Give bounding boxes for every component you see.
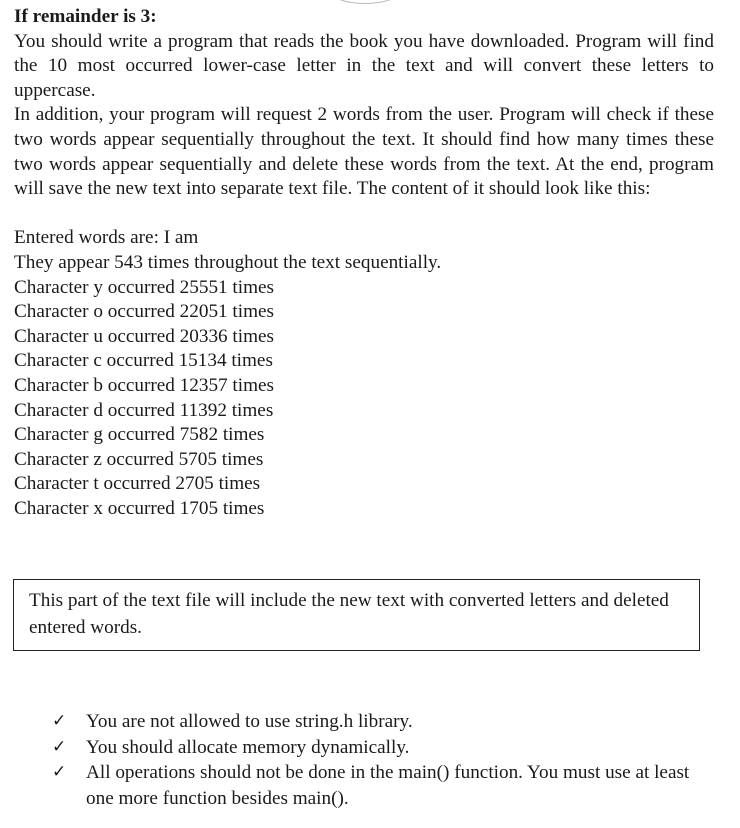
requirement-text: All operations should not be done in the main() function. You must use at least one more function besides main(). [86, 762, 690, 809]
text-file-content-note: This part of the text file will include the new text with converted letters and deleted entered words. [29, 590, 669, 638]
text-file-content-box [13, 579, 700, 651]
character-count-line: Character t occurred 2705 times [14, 473, 261, 495]
character-count-line: Character d occurred 11392 times [14, 399, 274, 421]
character-count-line: Character o occurred 22051 times [14, 301, 274, 323]
requirement-item [0, 760, 740, 811]
character-count-line: Character z occurred 5705 times [14, 448, 264, 470]
check-mark-icon: ✓ [52, 762, 67, 782]
requirement-item [0, 709, 740, 735]
document-body [14, 5, 714, 521]
entered-words-line: Entered words are: I am [14, 227, 199, 249]
blank-line [14, 202, 714, 227]
instructions-paragraph-1: You should write a program that reads the book you have downloaded. Program will find the 10 most occurred lower-case letter in the text and will convert these letters to uppercase. [14, 30, 714, 101]
instructions-paragraph-2: In addition, your program will request 2 words from the user. Program will check if these two words appear sequentially throughout the text. It should find how many times these two words appear sequentially and delete these words from the text. At the end, program will save the new text into separate text file. The content of it should look like this: [14, 104, 714, 200]
character-count-line: Character c occurred 15134 times [14, 350, 273, 372]
requirement-text: You are not allowed to use string.h library. [86, 711, 413, 732]
character-count-line: Character y occurred 25551 times [14, 276, 274, 298]
section-heading: If remainder is 3: [14, 6, 157, 27]
requirements-checklist [0, 709, 740, 811]
requirement-text: You should allocate memory dynamically. [86, 736, 410, 758]
character-count-line: Character g occurred 7582 times [14, 424, 265, 446]
requirement-item [0, 735, 740, 761]
top-arc-decoration [330, 0, 400, 4]
check-mark-icon: ✓ [52, 711, 67, 731]
check-mark-icon: ✓ [52, 736, 67, 757]
appear-count-line: They appear 543 times throughout the text sequentially. [14, 251, 442, 273]
character-count-line: Character b occurred 12357 times [14, 374, 274, 396]
sample-output [14, 226, 714, 521]
character-count-line: Character x occurred 1705 times [14, 497, 265, 519]
character-count-line: Character u occurred 20336 times [14, 325, 274, 347]
